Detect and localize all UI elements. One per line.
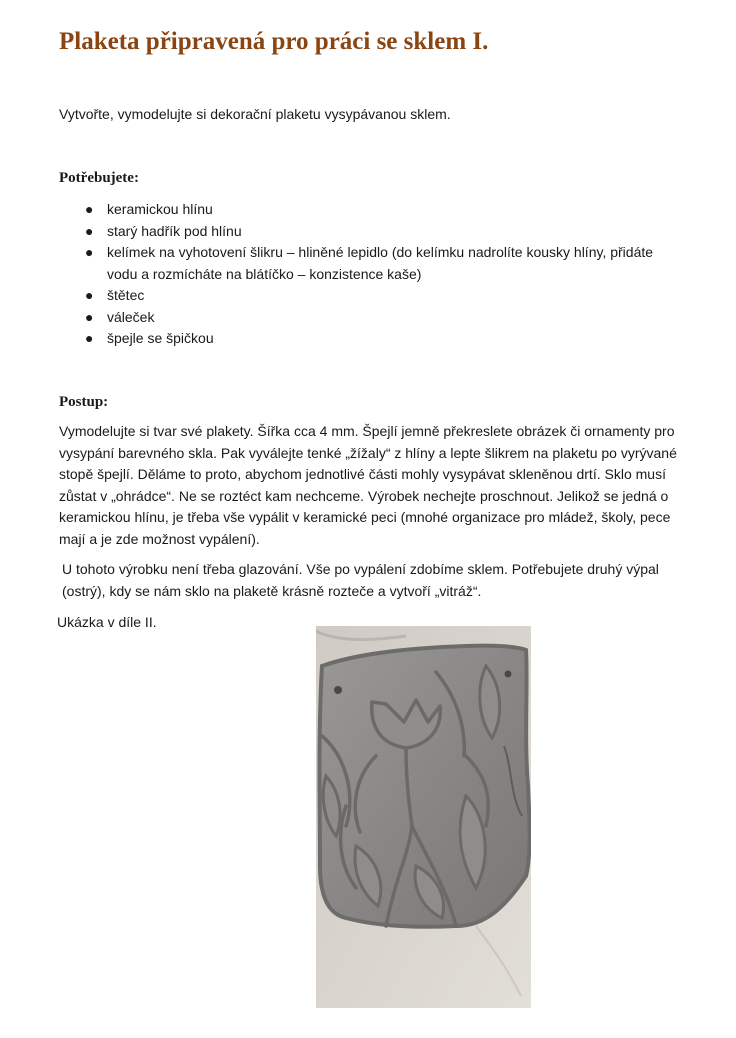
bullet-icon: ●	[85, 308, 94, 325]
list-item	[85, 221, 675, 243]
sample-caption: Ukázka v díle II.	[57, 614, 157, 630]
list-item	[85, 199, 675, 221]
bullet-icon: ●	[85, 222, 94, 239]
bullet-icon: ●	[85, 201, 94, 217]
plaque-photo	[316, 626, 531, 1008]
plaque-illustration	[316, 626, 531, 1008]
list-item-text: keramickou hlínu	[107, 201, 213, 217]
page-title: Plaketa připravená pro práci se sklem I.	[59, 28, 489, 55]
list-item	[85, 285, 675, 307]
hang-hole-left	[334, 686, 342, 694]
bullet-icon: ●	[85, 287, 94, 303]
list-item-text: váleček	[107, 308, 155, 325]
bullet-icon: ●	[85, 244, 94, 260]
list-item	[85, 242, 675, 285]
procedure-paragraph-2: U tohoto výrobku není třeba glazování. Vše po vypálení zdobíme sklem. Potřebujete druhý výpal (ostrý), kdy se nám sklo na plaketě krásně rozteče a vytvoří „vitráž“.	[62, 561, 659, 599]
list-item	[85, 328, 675, 350]
list-item	[85, 307, 675, 329]
list-item-text: štětec	[107, 287, 145, 303]
hang-hole-right	[505, 671, 512, 678]
list-item-text: špejle se špičkou	[107, 330, 214, 346]
procedure-paragraph-1: Vymodelujte si tvar své plakety. Šířka cca 4 mm. Špejlí jemně překreslete obrázek či ornamenty pro vysypání barevného skla. Pak vyválejte tenké „žížaly“ z hlíny a lepte šlikrem na plaketu po vyrývané stopě špejlí. Děláme to proto, abychom jednotlivé části mohly vysypávat skleněnou drtí. Sklo musí zůstat v „ohrádce“. Ne se roztéct kam nechceme. Výrobek nechejte proschnout. Jelikož se jedná o keramickou hlínu, je třeba vše vypálit v keramické peci (mnohé organizace pro mládež, školy, pece mají a je zde možnost vypálení).	[59, 423, 677, 547]
list-item-text: kelímek na vyhotovení šlikru – hliněné lepidlo (do kelímku nadrolíte kousky hlíny, přidáte vodu a rozmícháte na blátíčko – konzistence kaše)	[107, 244, 654, 282]
needs-list	[85, 199, 675, 350]
list-item-text: starý hadřík pod hlínu	[107, 222, 242, 239]
needs-heading: Potřebujete:	[59, 170, 139, 186]
bullet-icon: ●	[85, 330, 94, 346]
intro-text: Vytvořte, vymodelujte si dekorační plaketu vysypávanou sklem.	[59, 106, 451, 122]
procedure-heading: Postup:	[59, 394, 109, 410]
